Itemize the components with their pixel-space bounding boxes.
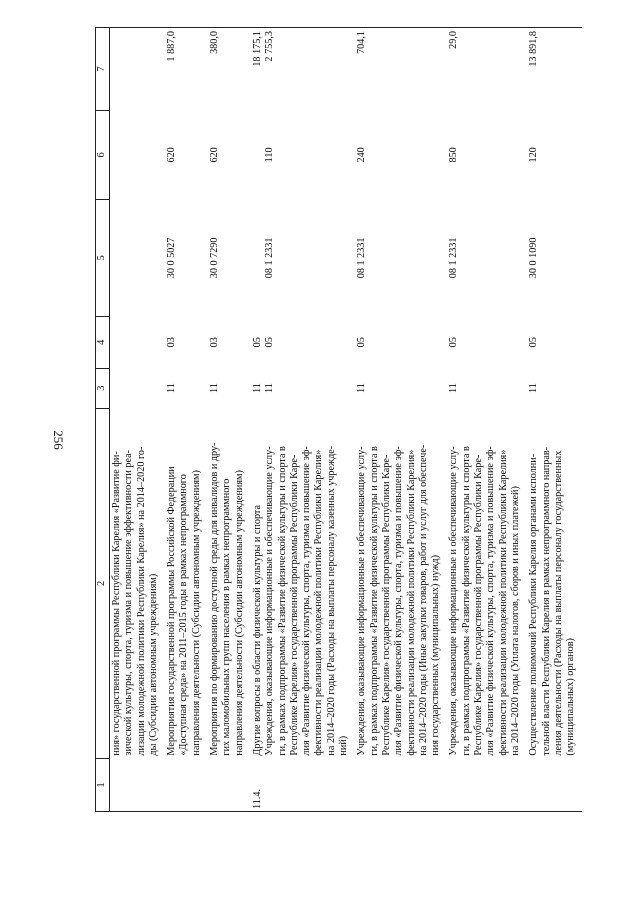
amount-value: 29,0 [448,31,460,49]
description-line: лия «Развитие физической культуры, спорта, туризма и повышение эф- [301,446,313,756]
target-article-code: 30 0 1090 [528,237,540,279]
subsection-code [110,317,166,369]
row-number [110,759,166,812]
row-number [165,759,208,812]
description-line: на 2014–2020 годы (Уплата налогов, сборов и иных платежей) [509,486,521,756]
row-number [208,759,251,812]
description-line: ления деятельности (Расходы на выплаты персоналу государственных [552,450,564,756]
section-code [110,368,166,408]
description-line: Республике Карелия» государственной программы Республики Каре- [473,454,485,756]
header-col-7: 7 [96,28,110,111]
header-col-6: 6 [96,111,110,200]
row-description [208,408,251,759]
amount-value: 1 887,0 [166,31,178,62]
target-article-code: 08 1 2331 [356,237,368,279]
description-line: ги, в рамках подпрограммы «Развитие физической культуры и спорта в [276,446,288,756]
description-line: направления деятельности (Субсидии автономным учреждениям) [233,470,245,756]
expense-type-code: 850 [448,147,460,163]
description-line: на 2014–2020 годы (Иные закупки товаров, работ и услуг для обеспече- [417,444,429,756]
section-code: 11 [209,383,221,393]
target-article-code: 08 1 2331 [448,237,460,279]
amount [251,28,355,111]
row-description [165,408,208,759]
description-line: Учреждения, оказывающие информационные и обеспечивающие услу- [356,446,368,756]
description-line: ги, в рамках подпрограммы «Развитие физической культуры и спорта в [368,446,380,756]
budget-table-rotated [95,27,640,812]
budget-table [95,27,582,812]
expense-type-code: 240 [356,147,368,163]
description-line: Республике Карелия» государственной программы Республики Каре- [288,454,300,756]
table-body [110,28,583,812]
subsection-code: 05 [356,337,368,348]
subsection-code: 03 [166,337,178,348]
target-article-code: 30 0 7290 [209,237,221,279]
description-line: Другие вопросы в области физической культуры и спорта [251,504,263,756]
subsection-code: 05 [528,337,540,348]
row-description [447,408,527,759]
description-line: направления деятельности (Субсидии автономным учреждениям) [190,470,202,756]
description-line: Мероприятия по формированию доступной среды для инвалидов и дру- [209,442,221,756]
section-code: 11 [448,383,460,393]
description-line: зической культуры, спорта, туризма и повышение эффективности реа- [123,449,135,756]
table-row [447,28,527,812]
description-line: Республике Карелия» государственной программы Республики Каре- [380,454,392,756]
subsection-code: 05 [448,337,460,348]
amount-value: 18 175,1 [251,31,263,67]
subsection-code: 05 05 [251,337,276,348]
row-number [447,759,527,812]
table-row [165,28,208,812]
amount-value: 2 755,3 [264,31,276,62]
expense-type-code [110,111,166,200]
row-number [527,759,582,812]
table-row [110,28,166,812]
description-line: (муниципальных) органов) [565,638,577,756]
description-line: фективности реализации молодежной политики Республики Карелия» [497,449,509,756]
row-number [355,759,447,812]
header-col-5: 5 [96,199,110,316]
description-line: лизации молодежной политики Республики Карелия» на 2014–2020 го- [135,446,147,756]
amount [527,28,582,111]
description-line: лия «Развитие физической культуры, спорта, туризма и повышение эф- [393,446,405,756]
description-line: фективности реализации молодежной политики Республики Карелия» [405,449,417,756]
section-code: 11 [528,383,540,393]
row-description [110,408,166,759]
description-line: фективности реализации молодежной политики Республики Карелия» [313,449,325,756]
description-line: на 2014–2020 годы (Расходы на выплаты персоналу казенных учрежде- [325,445,337,756]
description-line: Учреждения, оказывающие информационные и обеспечивающие услу- [264,446,276,756]
description-line: «Доступная среда» на 2011–2015 годы в рамках непрограммного [178,474,190,756]
section-code: 11 11 [251,383,276,393]
description-line: Осуществление полномочий Республики Карелия органами исполни- [528,453,540,756]
target-article-code: 30 0 5027 [166,237,178,279]
description-line: ды (Субсидии автономным учреждениям) [147,573,159,756]
description-line: ния» государственной программы Республики Карелия «Развитие фи- [111,451,122,756]
amount [355,28,447,111]
description-line: лия «Развитие физической культуры, спорта, туризма и повышение эф- [485,446,497,756]
amount [208,28,251,111]
table-row [355,28,447,812]
header-col-3: 3 [96,368,110,408]
header-col-4: 4 [96,317,110,369]
expense-type-code: 120 [528,147,540,163]
amount [447,28,527,111]
row-description [355,408,447,759]
expense-type-code: 620 [166,147,178,163]
table-row [527,28,582,812]
target-article-code: 08 1 2331 [264,237,276,279]
description-line: гих маломобильных групп населения в рамках непрограммного [221,478,233,756]
page-number: 256 [50,430,66,450]
section-code: 11 [356,383,368,393]
amount-value: 704,1 [356,31,368,54]
expense-type-code: 620 [209,147,221,163]
description-line: ния государственных (муниципальных) нужд) [430,555,442,756]
section-code: 11 [166,383,178,393]
amount-value: 13 891,8 [528,31,540,67]
row-description [251,408,355,759]
row-number: 11.4. [251,759,355,812]
description-line: Учреждения, оказывающие информационные и обеспечивающие услу- [448,446,460,756]
expense-type-code: 110 [264,147,276,163]
header-col-1: 1 [96,759,110,812]
row-description [527,408,582,759]
description-line: тельной власти Республики Карелия в рамках непрограммного направ- [540,446,552,756]
amount [110,28,166,111]
description-line: Мероприятия государственной программы Российской Федерации [166,466,178,756]
header-col-2: 2 [96,408,110,759]
target-article-code [110,199,166,316]
table-row [208,28,251,812]
description-line: ги, в рамках подпрограммы «Развитие физической культуры и спорта в [460,446,472,756]
description-line: ний) [338,735,350,756]
table-header [96,28,110,812]
amount-value: 380,0 [209,31,221,54]
table-row [251,28,355,812]
amount [165,28,208,111]
subsection-code: 03 [209,337,221,348]
